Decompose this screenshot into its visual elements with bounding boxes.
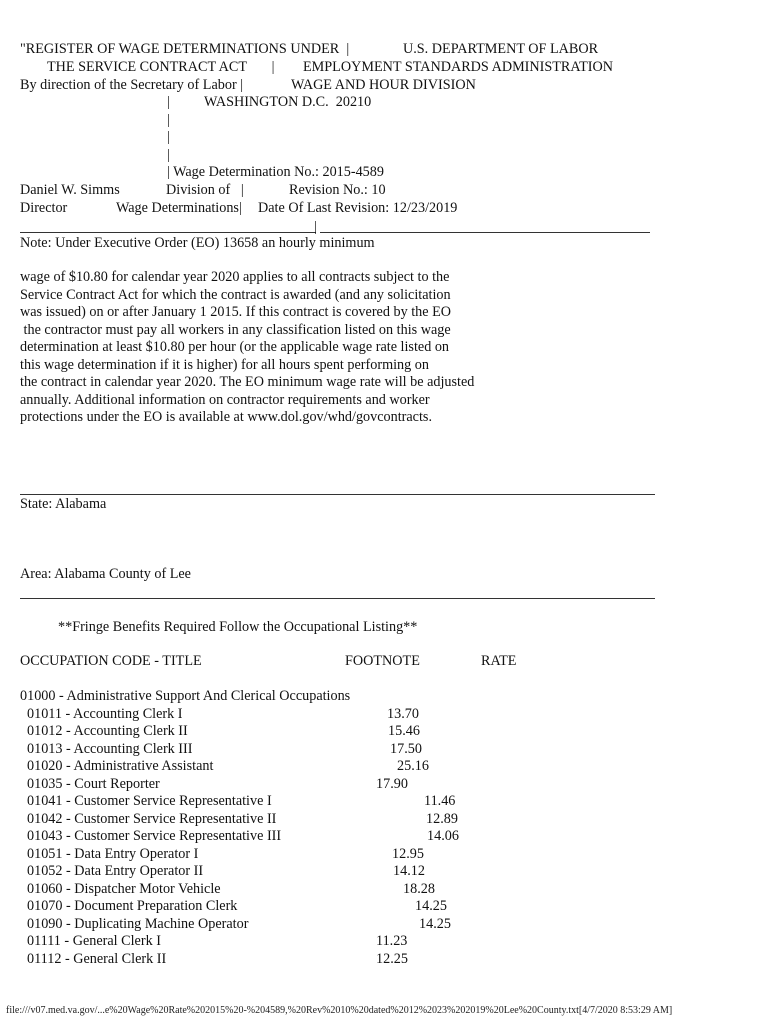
divider-line [20,494,655,495]
wage-determination-number: | Wage Determination No.: 2015-4589 [167,164,384,180]
occupation-title: 01070 - Document Preparation Clerk [27,898,238,914]
column-header-rate: RATE [481,653,517,669]
signer-name: Daniel W. Simms [20,182,120,198]
occupation-rate: 14.25 [419,916,451,932]
header-employment-standards: EMPLOYMENT STANDARDS ADMINISTRATION [303,59,613,75]
area-label: Area: Alabama County of Lee [20,566,191,582]
header-washington: WASHINGTON D.C. 20210 [204,94,372,110]
occupation-rate: 13.70 [387,706,419,722]
occupation-title: 01051 - Data Entry Operator I [27,846,199,862]
occupation-rate: 14.12 [393,863,425,879]
header-wage-hour-division: WAGE AND HOUR DIVISION [291,77,476,93]
occupation-rate: 18.28 [403,881,435,897]
occupation-title: 01043 - Customer Service Representative III [27,828,282,844]
header-bar: | [167,147,170,163]
occupation-rate: 14.25 [415,898,447,914]
divider-mark: | [314,219,317,235]
occupation-rate: 11.46 [424,793,456,809]
header-department: U.S. DEPARTMENT OF LABOR [403,41,599,57]
state-label: State: Alabama [20,496,107,512]
eo-note-line: determination at least $10.80 per hour (or the applicable wage rate listed on [20,339,450,355]
eo-note-line: the contract in calendar year 2020. The EO minimum wage rate will be adjusted [20,374,475,390]
occupation-title: 01052 - Data Entry Operator II [27,863,204,879]
revision-number: Revision No.: 10 [289,182,386,198]
header-service-contract-act: THE SERVICE CONTRACT ACT | [47,59,275,75]
occupation-title: 01020 - Administrative Assistant [27,758,214,774]
occupation-rate: 12.89 [426,811,458,827]
eo-note-line: Service Contract Act for which the contract is awarded (and any solicitation [20,287,451,303]
divider-line [320,232,650,233]
occupation-title: 01111 - General Clerk I [27,933,161,949]
column-header-footnote: FOOTNOTE [345,653,420,669]
occupation-title: 01041 - Customer Service Representative I [27,793,272,809]
divider-line [20,232,316,233]
eo-note-line: was issued) on or after January 1 2015. If this contract is covered by the EO [20,304,452,320]
occupation-title: 01013 - Accounting Clerk III [27,741,193,757]
eo-note-line: protections under the EO is available at www.dol.gov/whd/govcontracts. [20,409,432,425]
header-bar: | [167,112,170,128]
eo-note-line: the contractor must pay all workers in any classification listed on this wage [20,322,451,338]
fringe-benefits-note: **Fringe Benefits Required Follow the Occupational Listing** [58,619,418,635]
signer-title: Director [20,200,68,216]
column-header-occupation: OCCUPATION CODE - TITLE [20,653,202,669]
occupation-rate: 15.46 [388,723,420,739]
division-of: Division of | [166,182,244,198]
occupation-rate: 17.90 [376,776,408,792]
eo-note-line: annually. Additional information on contractor requirements and worker [20,392,430,408]
eo-note-title: Note: Under Executive Order (EO) 13658 an hourly minimum [20,235,375,251]
wage-determinations-label: Wage Determinations| [116,200,242,216]
divider-line [20,598,655,599]
occupation-title: 01060 - Dispatcher Motor Vehicle [27,881,221,897]
occupation-group-heading: 01000 - Administrative Support And Clerical Occupations [20,688,351,704]
occupation-rate: 25.16 [397,758,429,774]
occupation-title: 01035 - Court Reporter [27,776,160,792]
occupation-title: 01042 - Customer Service Representative II [27,811,277,827]
file-path-footer: file:///v07.med.va.gov/...e%20Wage%20Rate%202015%20-%204589,%20Rev%2010%20dated%2012%2023%202019%20Lee%20County.txt[4/7/2020 8:53:29 AM] [6,1005,673,1016]
occupation-title: 01012 - Accounting Clerk II [27,723,188,739]
header-register-title: "REGISTER OF WAGE DETERMINATIONS UNDER | [20,41,350,57]
occupation-title: 01090 - Duplicating Machine Operator [27,916,249,932]
occupation-rate: 12.95 [392,846,424,862]
occupation-rate: 11.23 [376,933,408,949]
occupation-title: 01011 - Accounting Clerk I [27,706,183,722]
header-direction: By direction of the Secretary of Labor | [20,77,244,93]
occupation-title: 01112 - General Clerk II [27,951,167,967]
eo-note-line: wage of $10.80 for calendar year 2020 applies to all contracts subject to the [20,269,450,285]
occupation-rate: 12.25 [376,951,408,967]
last-revision-date: Date Of Last Revision: 12/23/2019 [258,200,458,216]
eo-note-line: this wage determination if it is higher) for all hours spent performing on [20,357,429,373]
header-bar: | [167,94,170,110]
header-bar: | [167,129,170,145]
occupation-rate: 17.50 [390,741,422,757]
occupation-rate: 14.06 [427,828,459,844]
